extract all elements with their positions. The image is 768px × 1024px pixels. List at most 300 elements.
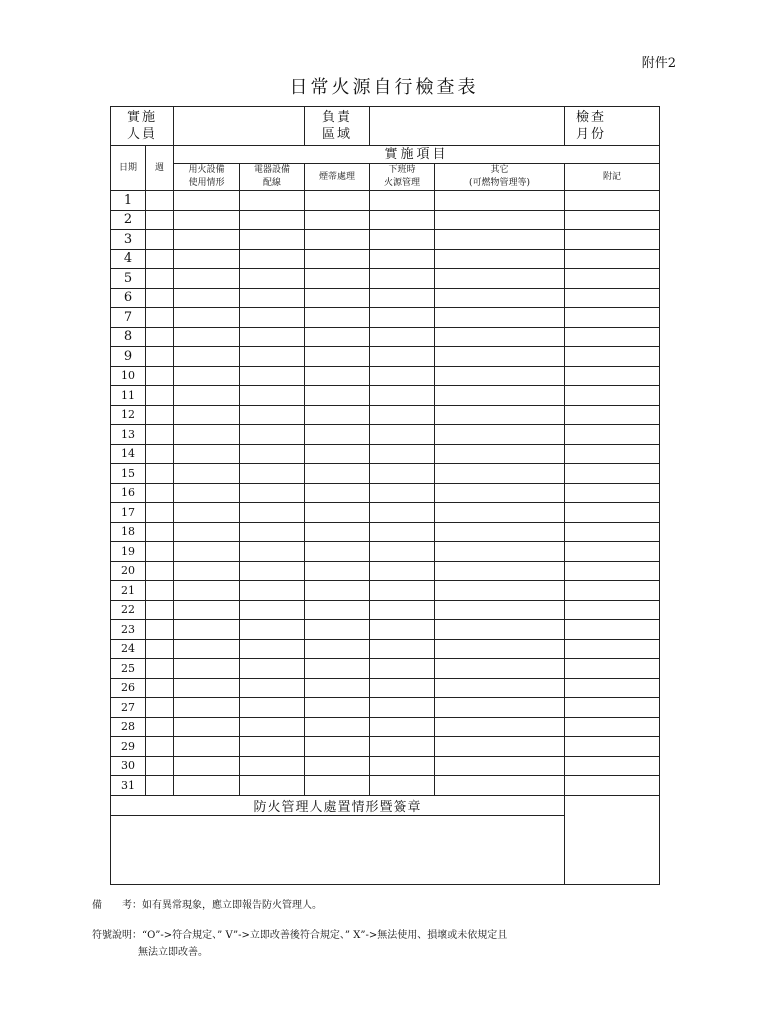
week-cell[interactable] xyxy=(146,542,174,562)
day-rows xyxy=(111,191,660,796)
after-work-cell[interactable] xyxy=(370,698,435,718)
other-cell[interactable] xyxy=(435,737,565,757)
other-cell[interactable] xyxy=(435,288,565,308)
remarks-cell[interactable] xyxy=(565,269,660,289)
fire-equipment-cell[interactable] xyxy=(174,230,240,250)
page-title: 日常火源自行檢查表 xyxy=(289,77,479,98)
electrical-cell[interactable] xyxy=(240,386,305,406)
after-work-cell[interactable] xyxy=(370,639,435,659)
remarks-cell[interactable] xyxy=(565,308,660,328)
fire-equipment-cell[interactable] xyxy=(174,717,240,737)
electrical-cell[interactable] xyxy=(240,522,305,542)
week-cell[interactable] xyxy=(146,386,174,406)
week-cell[interactable] xyxy=(146,620,174,640)
area-field[interactable] xyxy=(370,107,565,146)
day-number: 23 xyxy=(111,620,146,640)
header-row xyxy=(111,107,660,146)
week-cell[interactable] xyxy=(146,776,174,796)
executor-field[interactable] xyxy=(174,107,305,146)
fire-equipment-cell[interactable] xyxy=(174,600,240,620)
electrical-cell[interactable] xyxy=(240,776,305,796)
remarks-cell[interactable] xyxy=(565,386,660,406)
smoking-cell[interactable] xyxy=(305,230,370,250)
smoking-cell[interactable] xyxy=(305,366,370,386)
remarks-cell[interactable] xyxy=(565,288,660,308)
column-header-row xyxy=(111,164,660,191)
week-cell[interactable] xyxy=(146,737,174,757)
electrical-cell[interactable] xyxy=(240,249,305,269)
electrical-cell[interactable] xyxy=(240,230,305,250)
electrical-cell[interactable] xyxy=(240,405,305,425)
remarks-cell[interactable] xyxy=(565,210,660,230)
electrical-cell[interactable] xyxy=(240,678,305,698)
smoking-cell[interactable] xyxy=(305,600,370,620)
signature-title: 防火管理人處置情形暨簽章 xyxy=(111,795,565,815)
other-cell[interactable] xyxy=(435,581,565,601)
electrical-cell[interactable] xyxy=(240,327,305,347)
smoking-cell[interactable] xyxy=(305,210,370,230)
column-group-row xyxy=(111,146,660,164)
smoking-cell[interactable] xyxy=(305,464,370,484)
col-other: 其它 (可燃物管理等) xyxy=(435,164,565,191)
day-row xyxy=(111,717,660,737)
electrical-cell[interactable] xyxy=(240,561,305,581)
fire-equipment-cell[interactable] xyxy=(174,425,240,445)
week-cell[interactable] xyxy=(146,483,174,503)
other-cell[interactable] xyxy=(435,210,565,230)
day-number: 13 xyxy=(111,425,146,445)
remarks-cell[interactable] xyxy=(565,366,660,386)
week-cell[interactable] xyxy=(146,464,174,484)
remarks-cell[interactable] xyxy=(565,737,660,757)
other-cell[interactable] xyxy=(435,659,565,679)
fire-equipment-cell[interactable] xyxy=(174,386,240,406)
remarks-cell[interactable] xyxy=(565,620,660,640)
after-work-cell[interactable] xyxy=(370,717,435,737)
other-cell[interactable] xyxy=(435,620,565,640)
electrical-cell[interactable] xyxy=(240,756,305,776)
week-cell[interactable] xyxy=(146,639,174,659)
electrical-cell[interactable] xyxy=(240,210,305,230)
month-cell[interactable] xyxy=(565,107,660,146)
fire-equipment-cell[interactable] xyxy=(174,561,240,581)
day-row xyxy=(111,483,660,503)
after-work-cell[interactable] xyxy=(370,210,435,230)
electrical-cell[interactable] xyxy=(240,659,305,679)
week-cell[interactable] xyxy=(146,581,174,601)
electrical-cell[interactable] xyxy=(240,639,305,659)
fire-equipment-cell[interactable] xyxy=(174,249,240,269)
after-work-cell[interactable] xyxy=(370,600,435,620)
week-cell[interactable] xyxy=(146,600,174,620)
other-cell[interactable] xyxy=(435,405,565,425)
col-items-group: 實施項目 xyxy=(174,146,660,164)
annex-label: 附件2 xyxy=(641,56,676,71)
other-cell[interactable] xyxy=(435,756,565,776)
smoking-cell[interactable] xyxy=(305,288,370,308)
after-work-cell[interactable] xyxy=(370,191,435,211)
week-cell[interactable] xyxy=(146,405,174,425)
fire-equipment-cell[interactable] xyxy=(174,288,240,308)
day-row xyxy=(111,288,660,308)
after-work-cell[interactable] xyxy=(370,737,435,757)
other-cell[interactable] xyxy=(435,503,565,523)
electrical-cell[interactable] xyxy=(240,581,305,601)
fire-equipment-cell[interactable] xyxy=(174,483,240,503)
week-cell[interactable] xyxy=(146,503,174,523)
other-cell[interactable] xyxy=(435,522,565,542)
week-cell[interactable] xyxy=(146,444,174,464)
fire-equipment-cell[interactable] xyxy=(174,269,240,289)
electrical-cell[interactable] xyxy=(240,503,305,523)
other-cell[interactable] xyxy=(435,386,565,406)
week-cell[interactable] xyxy=(146,327,174,347)
after-work-cell[interactable] xyxy=(370,503,435,523)
day-number: 28 xyxy=(111,717,146,737)
day-number: 1 xyxy=(111,191,146,211)
after-work-cell[interactable] xyxy=(370,327,435,347)
remarks-cell[interactable] xyxy=(565,230,660,250)
fire-equipment-cell[interactable] xyxy=(174,542,240,562)
other-cell[interactable] xyxy=(435,561,565,581)
area-label: 負責 區域 xyxy=(305,107,370,146)
remarks-cell[interactable] xyxy=(565,639,660,659)
fire-equipment-cell[interactable] xyxy=(174,308,240,328)
remarks-cell[interactable] xyxy=(565,522,660,542)
col-week: 週 xyxy=(146,146,174,191)
day-row xyxy=(111,464,660,484)
smoking-cell[interactable] xyxy=(305,327,370,347)
day-number: 18 xyxy=(111,522,146,542)
remarks-cell[interactable] xyxy=(565,717,660,737)
smoking-cell[interactable] xyxy=(305,347,370,367)
fire-equipment-cell[interactable] xyxy=(174,503,240,523)
week-cell[interactable] xyxy=(146,269,174,289)
col-after-work: 下班時 火源管理 xyxy=(370,164,435,191)
smoking-cell[interactable] xyxy=(305,191,370,211)
week-cell[interactable] xyxy=(146,678,174,698)
after-work-cell[interactable] xyxy=(370,230,435,250)
week-cell[interactable] xyxy=(146,210,174,230)
day-row xyxy=(111,639,660,659)
day-number: 5 xyxy=(111,269,146,289)
week-cell[interactable] xyxy=(146,522,174,542)
fire-equipment-cell[interactable] xyxy=(174,659,240,679)
day-row xyxy=(111,600,660,620)
other-cell[interactable] xyxy=(435,678,565,698)
after-work-cell[interactable] xyxy=(370,756,435,776)
remarks-cell[interactable] xyxy=(565,581,660,601)
remarks-cell[interactable] xyxy=(565,483,660,503)
week-cell[interactable] xyxy=(146,698,174,718)
other-cell[interactable] xyxy=(435,639,565,659)
day-row xyxy=(111,756,660,776)
remarks-cell[interactable] xyxy=(565,542,660,562)
day-number: 14 xyxy=(111,444,146,464)
fire-equipment-cell[interactable] xyxy=(174,639,240,659)
day-number: 21 xyxy=(111,581,146,601)
after-work-cell[interactable] xyxy=(370,288,435,308)
col-date: 日期 xyxy=(111,146,146,191)
electrical-cell[interactable] xyxy=(240,717,305,737)
electrical-cell[interactable] xyxy=(240,191,305,211)
month-label: 檢查 月份 xyxy=(576,110,607,142)
day-number: 30 xyxy=(111,756,146,776)
day-row xyxy=(111,308,660,328)
electrical-cell[interactable] xyxy=(240,308,305,328)
week-cell[interactable] xyxy=(146,230,174,250)
week-cell[interactable] xyxy=(146,308,174,328)
remarks-cell[interactable] xyxy=(565,444,660,464)
other-cell[interactable] xyxy=(435,444,565,464)
col-remarks: 附記 xyxy=(565,164,660,191)
smoking-cell[interactable] xyxy=(305,659,370,679)
smoking-cell[interactable] xyxy=(305,308,370,328)
remarks-cell[interactable] xyxy=(565,776,660,796)
week-cell[interactable] xyxy=(146,756,174,776)
smoking-cell[interactable] xyxy=(305,269,370,289)
day-number: 15 xyxy=(111,464,146,484)
remarks-cell[interactable] xyxy=(565,503,660,523)
other-cell[interactable] xyxy=(435,366,565,386)
smoking-cell[interactable] xyxy=(305,620,370,640)
day-number: 3 xyxy=(111,230,146,250)
week-cell[interactable] xyxy=(146,717,174,737)
smoking-cell[interactable] xyxy=(305,561,370,581)
day-row xyxy=(111,230,660,250)
electrical-cell[interactable] xyxy=(240,600,305,620)
remarks-cell[interactable] xyxy=(565,327,660,347)
day-row xyxy=(111,386,660,406)
signature-stamp-box[interactable] xyxy=(565,795,660,884)
week-cell[interactable] xyxy=(146,191,174,211)
electrical-cell[interactable] xyxy=(240,483,305,503)
inspection-table xyxy=(110,106,660,885)
smoking-cell[interactable] xyxy=(305,581,370,601)
smoking-cell[interactable] xyxy=(305,678,370,698)
fire-equipment-cell[interactable] xyxy=(174,444,240,464)
fire-equipment-cell[interactable] xyxy=(174,737,240,757)
day-row xyxy=(111,659,660,679)
fire-equipment-cell[interactable] xyxy=(174,191,240,211)
after-work-cell[interactable] xyxy=(370,464,435,484)
smoking-cell[interactable] xyxy=(305,756,370,776)
remarks-cell[interactable] xyxy=(565,659,660,679)
day-number: 31 xyxy=(111,776,146,796)
other-cell[interactable] xyxy=(435,542,565,562)
remarks-cell[interactable] xyxy=(565,678,660,698)
signature-title-row xyxy=(111,795,660,815)
fire-equipment-cell[interactable] xyxy=(174,464,240,484)
smoking-cell[interactable] xyxy=(305,639,370,659)
remarks-cell[interactable] xyxy=(565,191,660,211)
smoking-cell[interactable] xyxy=(305,386,370,406)
executor-label: 實施 人員 xyxy=(111,107,174,146)
other-cell[interactable] xyxy=(435,269,565,289)
electrical-cell[interactable] xyxy=(240,269,305,289)
other-cell[interactable] xyxy=(435,230,565,250)
fire-equipment-cell[interactable] xyxy=(174,581,240,601)
other-cell[interactable] xyxy=(435,464,565,484)
smoking-cell[interactable] xyxy=(305,737,370,757)
day-row xyxy=(111,737,660,757)
remarks-cell[interactable] xyxy=(565,698,660,718)
electrical-cell[interactable] xyxy=(240,542,305,562)
week-cell[interactable] xyxy=(146,659,174,679)
fire-equipment-cell[interactable] xyxy=(174,620,240,640)
smoking-cell[interactable] xyxy=(305,698,370,718)
electrical-cell[interactable] xyxy=(240,464,305,484)
other-cell[interactable] xyxy=(435,483,565,503)
day-row xyxy=(111,522,660,542)
fire-equipment-cell[interactable] xyxy=(174,405,240,425)
electrical-cell[interactable] xyxy=(240,347,305,367)
other-cell[interactable] xyxy=(435,347,565,367)
signature-body-field[interactable] xyxy=(111,815,565,884)
remarks-cell[interactable] xyxy=(565,464,660,484)
fire-equipment-cell[interactable] xyxy=(174,698,240,718)
day-number: 27 xyxy=(111,698,146,718)
day-number: 7 xyxy=(111,308,146,328)
col-smoking: 煙蒂處理 xyxy=(305,164,370,191)
col-electrical: 電器設備 配線 xyxy=(240,164,305,191)
other-cell[interactable] xyxy=(435,327,565,347)
after-work-cell[interactable] xyxy=(370,581,435,601)
day-number: 6 xyxy=(111,288,146,308)
after-work-cell[interactable] xyxy=(370,776,435,796)
after-work-cell[interactable] xyxy=(370,249,435,269)
symbol-legend-line2: 無法立即改善。 xyxy=(138,947,208,958)
day-row xyxy=(111,191,660,211)
after-work-cell[interactable] xyxy=(370,561,435,581)
electrical-cell[interactable] xyxy=(240,698,305,718)
fire-equipment-cell[interactable] xyxy=(174,522,240,542)
week-cell[interactable] xyxy=(146,366,174,386)
day-row xyxy=(111,776,660,796)
other-cell[interactable] xyxy=(435,698,565,718)
smoking-cell[interactable] xyxy=(305,249,370,269)
day-number: 29 xyxy=(111,737,146,757)
day-row xyxy=(111,620,660,640)
remarks-cell[interactable] xyxy=(565,561,660,581)
remark-note: 備 考：如有異常現象，應立即報告防火管理人。 xyxy=(92,900,322,911)
smoking-cell[interactable] xyxy=(305,405,370,425)
day-row xyxy=(111,444,660,464)
smoking-cell[interactable] xyxy=(305,425,370,445)
week-cell[interactable] xyxy=(146,425,174,445)
electrical-cell[interactable] xyxy=(240,288,305,308)
after-work-cell[interactable] xyxy=(370,405,435,425)
day-row xyxy=(111,347,660,367)
remarks-cell[interactable] xyxy=(565,249,660,269)
week-cell[interactable] xyxy=(146,288,174,308)
other-cell[interactable] xyxy=(435,776,565,796)
after-work-cell[interactable] xyxy=(370,386,435,406)
electrical-cell[interactable] xyxy=(240,425,305,445)
remarks-cell[interactable] xyxy=(565,600,660,620)
day-number: 20 xyxy=(111,561,146,581)
smoking-cell[interactable] xyxy=(305,542,370,562)
after-work-cell[interactable] xyxy=(370,620,435,640)
fire-equipment-cell[interactable] xyxy=(174,366,240,386)
remarks-cell[interactable] xyxy=(565,347,660,367)
day-row xyxy=(111,425,660,445)
after-work-cell[interactable] xyxy=(370,308,435,328)
smoking-cell[interactable] xyxy=(305,503,370,523)
day-number: 8 xyxy=(111,327,146,347)
day-row xyxy=(111,503,660,523)
day-row xyxy=(111,542,660,562)
day-number: 24 xyxy=(111,639,146,659)
week-cell[interactable] xyxy=(146,249,174,269)
after-work-cell[interactable] xyxy=(370,522,435,542)
after-work-cell[interactable] xyxy=(370,483,435,503)
other-cell[interactable] xyxy=(435,717,565,737)
day-row xyxy=(111,366,660,386)
other-cell[interactable] xyxy=(435,600,565,620)
day-number: 26 xyxy=(111,678,146,698)
day-number: 9 xyxy=(111,347,146,367)
day-number: 17 xyxy=(111,503,146,523)
fire-equipment-cell[interactable] xyxy=(174,678,240,698)
electrical-cell[interactable] xyxy=(240,737,305,757)
after-work-cell[interactable] xyxy=(370,542,435,562)
day-row xyxy=(111,678,660,698)
day-number: 4 xyxy=(111,249,146,269)
symbol-legend-line1: 符號說明：“O”->符合規定、” V”->立即改善後符合規定、” X”->無法使用、損壞或未依規定且 xyxy=(92,930,508,941)
fire-equipment-cell[interactable] xyxy=(174,776,240,796)
electrical-cell[interactable] xyxy=(240,444,305,464)
other-cell[interactable] xyxy=(435,308,565,328)
fire-equipment-cell[interactable] xyxy=(174,756,240,776)
after-work-cell[interactable] xyxy=(370,366,435,386)
smoking-cell[interactable] xyxy=(305,776,370,796)
other-cell[interactable] xyxy=(435,425,565,445)
day-row xyxy=(111,249,660,269)
day-number: 16 xyxy=(111,483,146,503)
after-work-cell[interactable] xyxy=(370,347,435,367)
after-work-cell[interactable] xyxy=(370,269,435,289)
after-work-cell[interactable] xyxy=(370,444,435,464)
remarks-cell[interactable] xyxy=(565,405,660,425)
after-work-cell[interactable] xyxy=(370,425,435,445)
remarks-cell[interactable] xyxy=(565,756,660,776)
other-cell[interactable] xyxy=(435,191,565,211)
smoking-cell[interactable] xyxy=(305,444,370,464)
remarks-cell[interactable] xyxy=(565,425,660,445)
after-work-cell[interactable] xyxy=(370,678,435,698)
symbol-legend xyxy=(92,927,692,961)
electrical-cell[interactable] xyxy=(240,366,305,386)
week-cell[interactable] xyxy=(146,347,174,367)
day-row xyxy=(111,327,660,347)
smoking-cell[interactable] xyxy=(305,717,370,737)
other-cell[interactable] xyxy=(435,249,565,269)
smoking-cell[interactable] xyxy=(305,522,370,542)
week-cell[interactable] xyxy=(146,561,174,581)
day-row xyxy=(111,269,660,289)
day-number: 11 xyxy=(111,386,146,406)
day-number: 25 xyxy=(111,659,146,679)
fire-equipment-cell[interactable] xyxy=(174,327,240,347)
fire-equipment-cell[interactable] xyxy=(174,210,240,230)
day-number: 12 xyxy=(111,405,146,425)
smoking-cell[interactable] xyxy=(305,483,370,503)
fire-equipment-cell[interactable] xyxy=(174,347,240,367)
day-row xyxy=(111,210,660,230)
after-work-cell[interactable] xyxy=(370,659,435,679)
electrical-cell[interactable] xyxy=(240,620,305,640)
